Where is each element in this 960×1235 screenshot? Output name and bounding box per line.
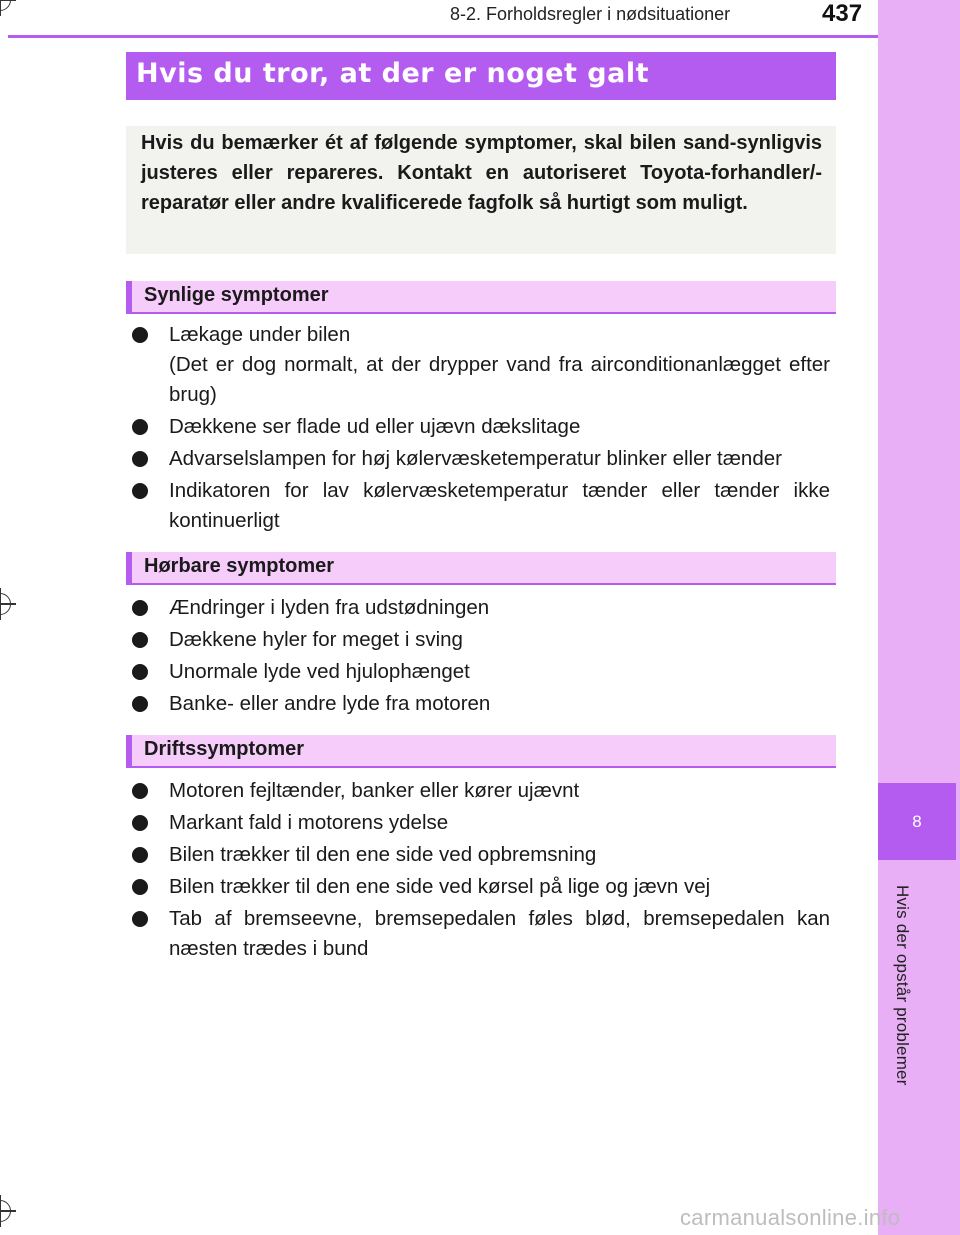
bullet-icon [132, 327, 148, 343]
list-item-text: Dækkene hyler for meget i sving [169, 628, 463, 651]
list-item-text: Banke- eller andre lyde fra motoren [169, 692, 491, 715]
list-item [130, 625, 830, 655]
bullet-icon [132, 632, 148, 648]
list-item-text: Ændringer i lyden fra udstødningen [169, 596, 490, 619]
list-item-text: Dækkene ser flade ud eller ujævn dækslitage [169, 415, 581, 438]
list-item [130, 320, 830, 410]
driving-symptoms-list [130, 776, 830, 964]
chapter-title-vertical [878, 870, 912, 1100]
list-item [130, 657, 830, 687]
list-item-text: Indikatoren for lav kølervæsketemperatur tænder eller tænder ikke kontinuerligt [169, 479, 830, 532]
visible-symptoms-list [130, 320, 830, 536]
list-item-text: Unormale lyde ved hjulophænget [169, 660, 470, 683]
bullet-icon [132, 419, 148, 435]
list-item [130, 840, 830, 870]
crop-mark-mid-left [0, 593, 11, 615]
list-item-text: Tab af bremseevne, bremsepedalen føles blød, bremsepedalen kan næsten trædes i bund [169, 907, 830, 960]
bullet-icon [132, 483, 148, 499]
list-item [130, 412, 830, 442]
bullet-icon [132, 664, 148, 680]
list-item [130, 593, 830, 623]
bullet-icon [132, 783, 148, 799]
section-heading-text: Driftssymptomer [144, 738, 305, 760]
list-item-text: Lækage under bilen [169, 323, 351, 346]
list-item [130, 776, 830, 806]
chapter-title: Hvis der opstår problemer [893, 884, 912, 1086]
header-divider [8, 35, 878, 38]
list-item-note: (Det er dog normalt, at der drypper vand fra airconditionanlægget efter brug) [169, 353, 830, 406]
bullet-icon [132, 879, 148, 895]
bullet-icon [132, 847, 148, 863]
intro-text: Hvis du bemærker ét af følgende symptomer, skal bilen sand-synligvis justeres eller repareres. Kontakt en autoriseret Toyota-forhandler/-reparatør eller andre kvalificerede fagfolk så hurtigt som muligt. [141, 132, 822, 214]
bullet-icon [132, 911, 148, 927]
bullet-icon [132, 600, 148, 616]
page-title: Hvis du tror, at der er noget galt [136, 58, 649, 89]
list-item [130, 904, 830, 964]
section-heading-visible [126, 281, 836, 314]
list-item [130, 689, 830, 719]
list-item-text: Bilen trækker til den ene side ved opbremsning [169, 843, 597, 866]
chapter-number: 8 [912, 811, 922, 831]
list-item-text: Markant fald i motorens ydelse [169, 811, 449, 834]
section-heading-driving [126, 735, 836, 768]
crop-mark-bottom-left [0, 1200, 11, 1222]
list-item [130, 444, 830, 474]
section-heading-text: Synlige symptomer [144, 284, 329, 306]
page-number: 437 [822, 0, 863, 27]
section-heading-text: Hørbare symptomer [144, 555, 335, 577]
list-item [130, 476, 830, 536]
intro-box [126, 126, 836, 254]
bullet-icon [132, 815, 148, 831]
list-item-text: Motoren fejltænder, banker eller kører ujævnt [169, 779, 580, 802]
bullet-icon [132, 696, 148, 712]
list-item-text: Advarselslampen for høj kølervæsketemperatur blinker eller tænder [169, 447, 782, 470]
crop-mark-top-left [0, 0, 11, 11]
watermark: carmanualsonline.info [680, 1205, 901, 1230]
list-item [130, 872, 830, 902]
page-title-bar [126, 52, 836, 100]
chapter-number-tab [878, 783, 956, 860]
audible-symptoms-list [130, 593, 830, 719]
section-heading-audible [126, 552, 836, 585]
list-item-text: Bilen trækker til den ene side ved kørsel på lige og jævn vej [169, 875, 711, 898]
bullet-icon [132, 451, 148, 467]
list-item [130, 808, 830, 838]
header-section-title: 8-2. Forholdsregler i nødsituationer [450, 4, 731, 24]
